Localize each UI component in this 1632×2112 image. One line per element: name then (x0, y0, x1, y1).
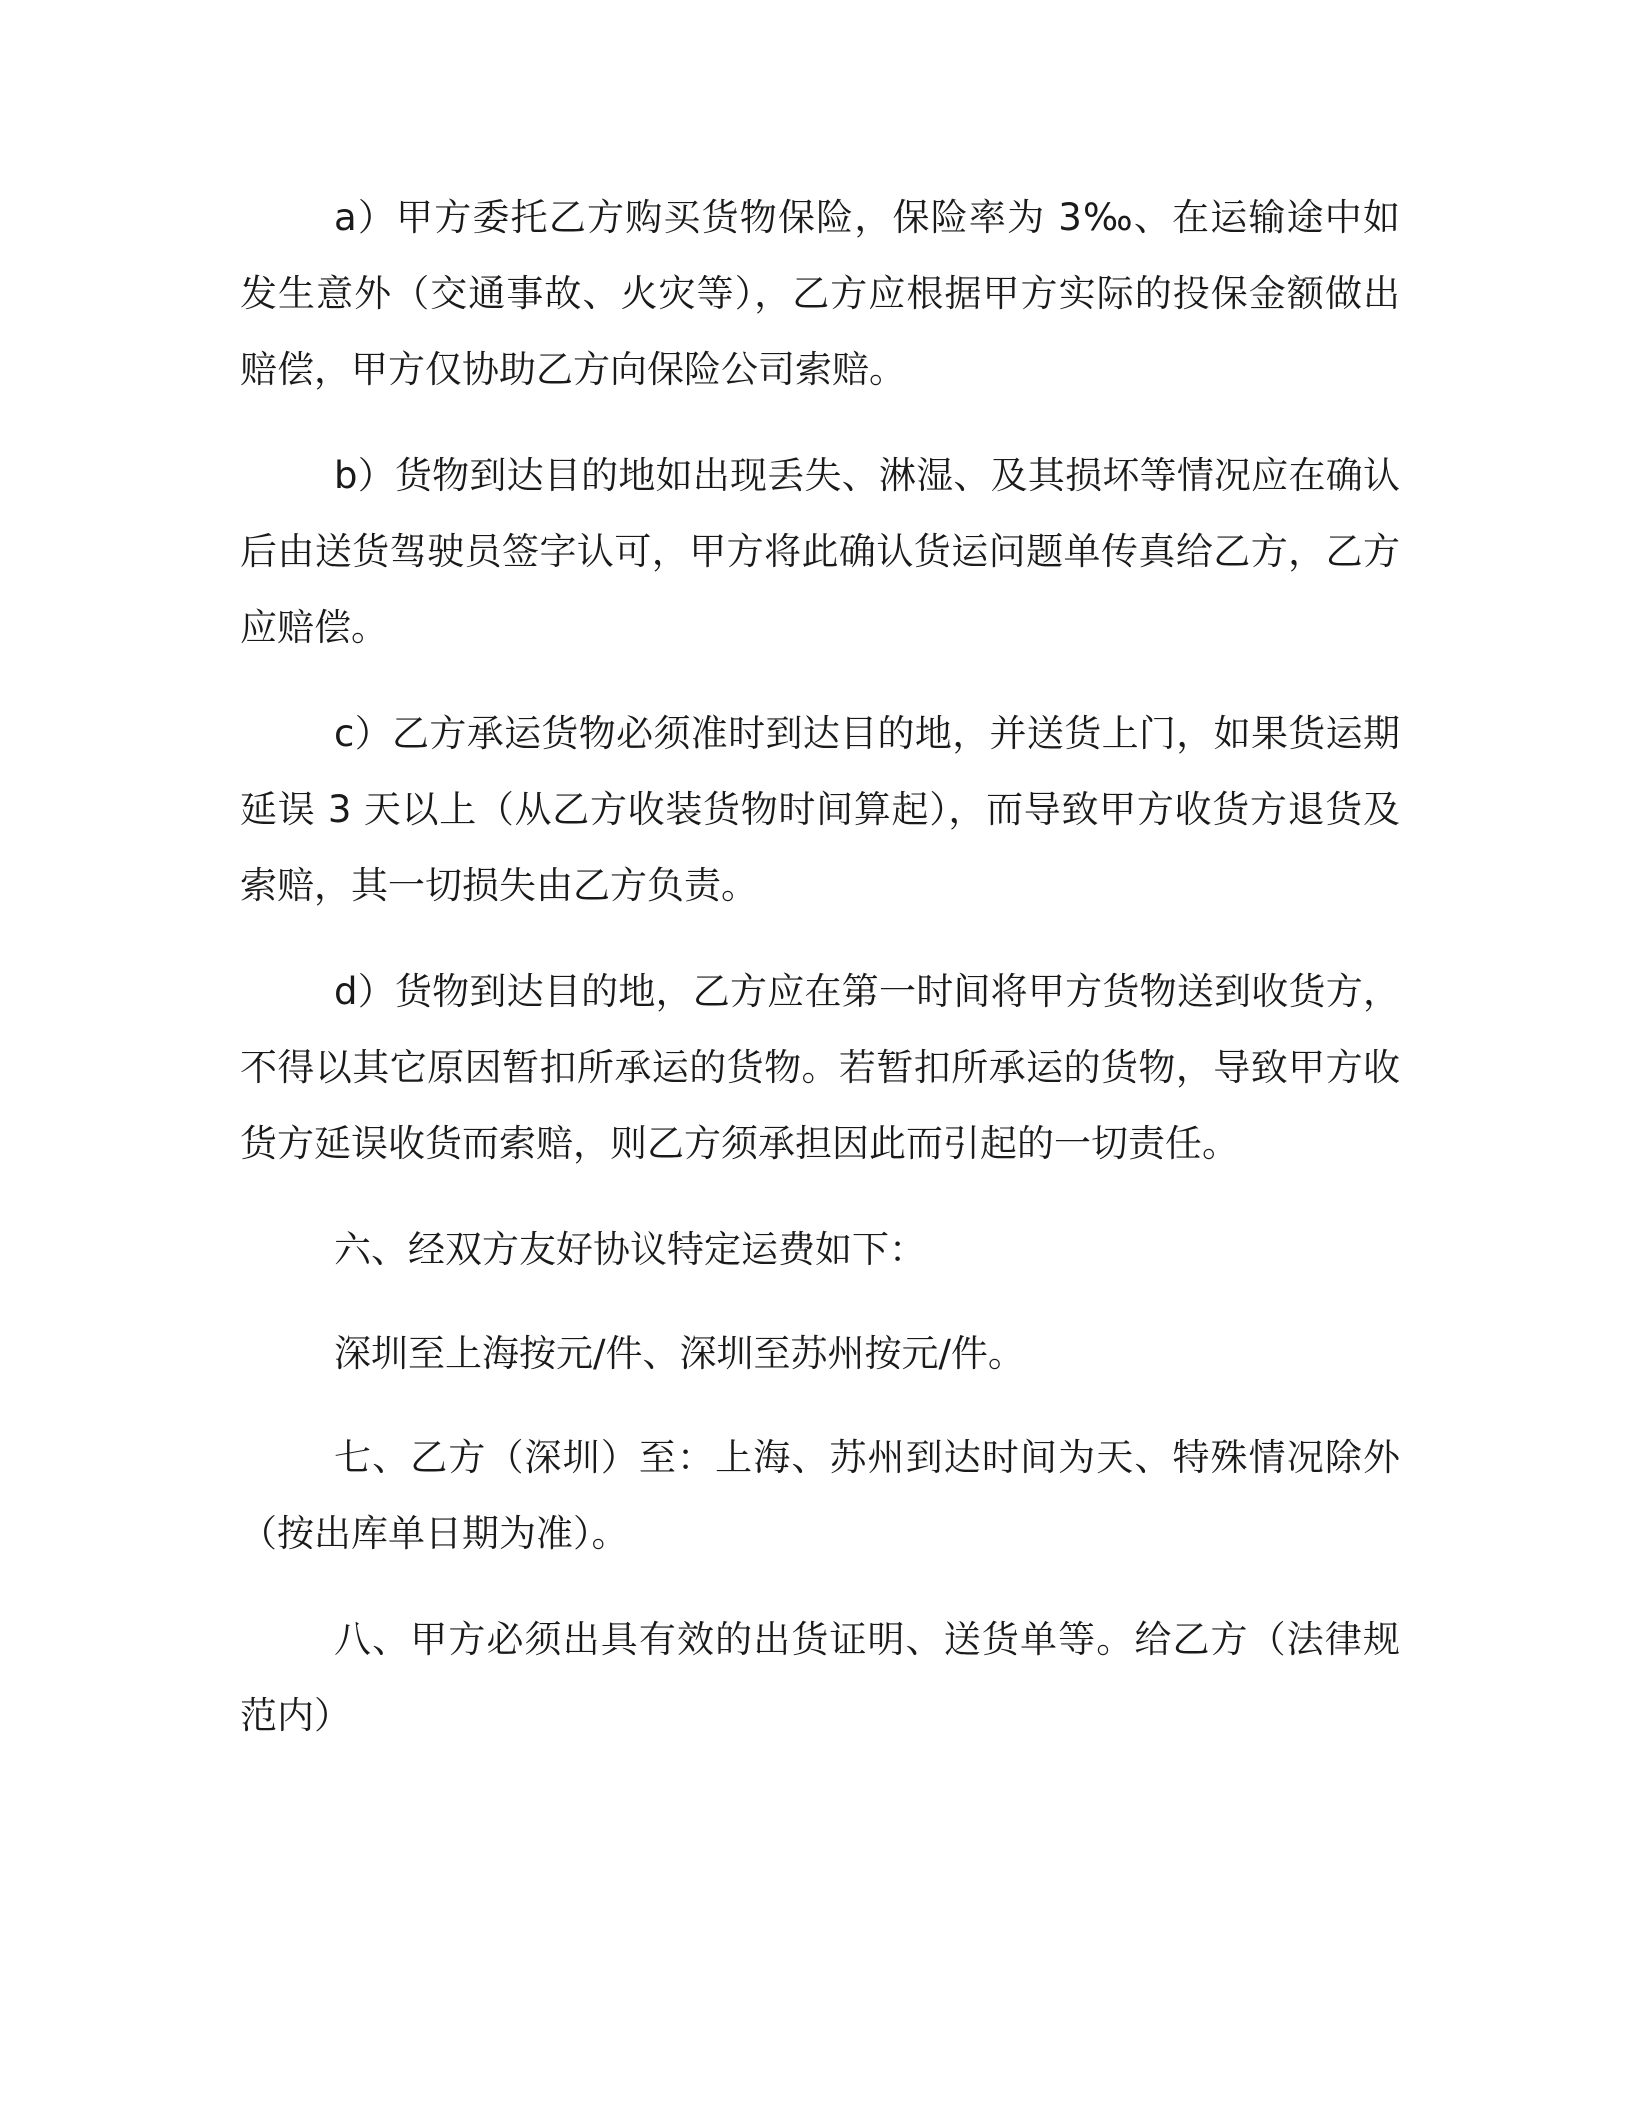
section-six-heading: 六、经双方友好协议特定运费如下： (334, 1228, 926, 1271)
section-six-freight-rates: 深圳至上海按元/件、深圳至苏州按元/件。 (334, 1332, 1025, 1375)
clause-d-paragraph: d）货物到达目的地，乙方应在第一时间将甲方货物送到收货方，不得以其它原因暂扣所承运的货物。若暂扣所承运的货物，导致甲方收货方延误收货而索赔，则乙方须承担因此而引起的一切责任。 (240, 970, 1400, 1165)
clause-c-paragraph: c）乙方承运货物必须准时到达目的地，并送货上门，如果货运期延误 3 天以上（从乙方收装货物时间算起），而导致甲方收货方退货及索赔，其一切损失由乙方负责。 (240, 712, 1400, 907)
clause-b-paragraph: b）货物到达目的地如出现丢失、淋湿、及其损坏等情况应在确认后由送货驾驶员签字认可，甲方将此确认货运问题单传真给乙方，乙方应赔偿。 (240, 454, 1400, 649)
section-seven-paragraph: 七、乙方（深圳）至：上海、苏州到达时间为天、特殊情况除外（按出库单日期为准）。 (240, 1436, 1400, 1555)
clause-a-paragraph: a）甲方委托乙方购买货物保险，保险率为 3‰、在运输途中如发生意外（交通事故、火灾等），乙方应根据甲方实际的投保金额做出赔偿，甲方仅协助乙方向保险公司索赔。 (240, 196, 1400, 391)
section-eight-paragraph: 八、甲方必须出具有效的出货证明、送货单等。给乙方（法律规范内） (240, 1618, 1400, 1737)
